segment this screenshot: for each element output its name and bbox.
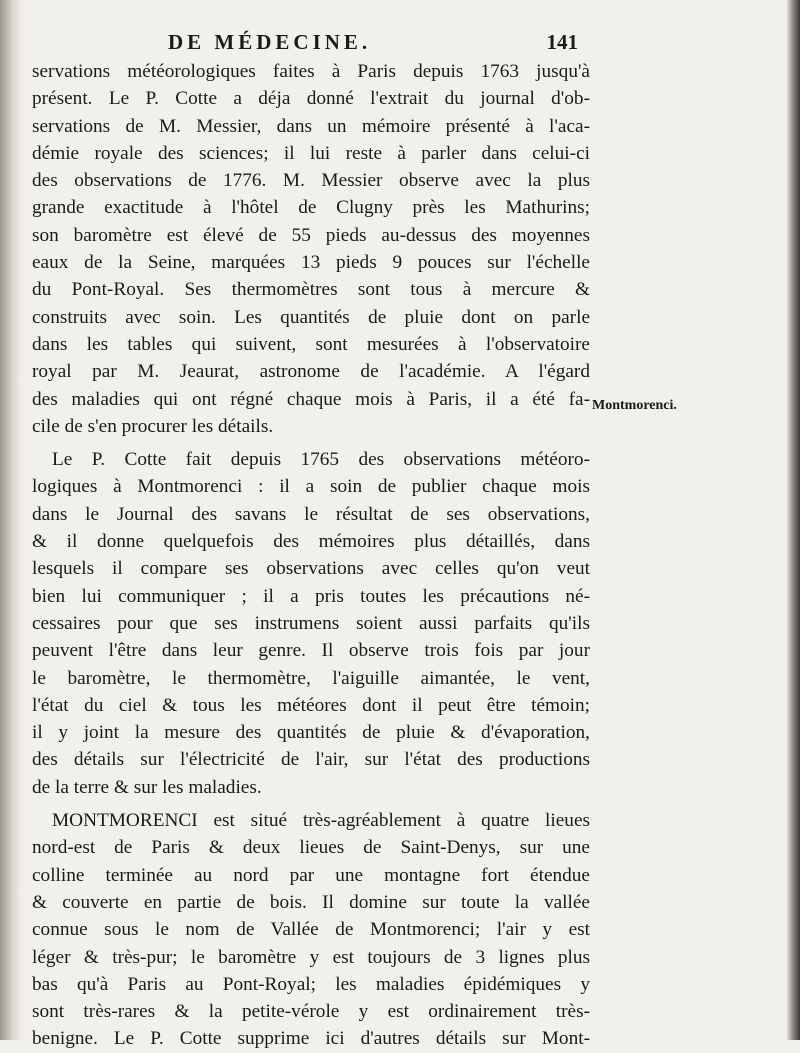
running-head: DE MÉDECINE. xyxy=(168,30,372,54)
page-edge-shadow xyxy=(786,0,800,1040)
text-line: MONTMORENCI est situé très-agréablement à quatre lieues xyxy=(52,810,590,832)
text-line: royal par M. Jeaurat, astronome de l'académie. A l'égard xyxy=(32,361,590,383)
marginal-note: Montmorenci. xyxy=(592,398,677,413)
page-number: 141 xyxy=(546,30,578,54)
paragraph-2 xyxy=(32,446,590,801)
text-line: l'état du ciel & tous les météores dont il peut être témoin; xyxy=(32,694,590,716)
page-gutter-shadow xyxy=(0,0,22,1040)
text-line: de la terre & sur les maladies. xyxy=(32,776,262,798)
text-line: cessaires pour que ses instrumens soient aussi parfaits qu'ils xyxy=(32,612,590,634)
text-line: servations météorologiques faites à Paris depuis 1763 jusqu'à xyxy=(32,61,590,82)
text-line: le baromètre, le thermomètre, l'aiguille aimantée, le vent, xyxy=(32,667,590,689)
text-line: lesquels il compare ses observations avec celles qu'on veut xyxy=(32,558,590,580)
text-line: démie royale des sciences; il lui reste à parler dans celui-ci xyxy=(32,142,590,164)
text-line: Le P. Cotte fait depuis 1765 des observations météoro- xyxy=(52,449,590,471)
text-line: bien lui communiquer ; il a pris toutes les précautions né- xyxy=(32,585,590,607)
text-line: présent. Le P. Cotte a déja donné l'extrait du journal d'ob- xyxy=(32,88,590,110)
text-line: benigne. Le P. Cotte supprime ici d'autres détails sur Mont- xyxy=(32,1028,590,1050)
text-line: des maladies qui ont régné chaque mois à Paris, il a été fa- xyxy=(32,388,590,410)
paragraph-1 xyxy=(32,58,590,440)
text-line: eaux de la Seine, marquées 13 pieds 9 pouces sur l'échelle xyxy=(32,252,590,274)
text-line: & couverte en partie de bois. Il domine sur toute la vallée xyxy=(32,891,590,913)
body-text xyxy=(32,58,590,1053)
text-line: servations de M. Messier, dans un mémoire présenté à l'aca- xyxy=(32,115,590,137)
text-line: nord-est de Paris & deux lieues de Saint-Denys, sur une xyxy=(32,837,590,859)
page-header xyxy=(168,30,578,60)
text-line: léger & très-pur; le baromètre y est toujours de 3 lignes plus xyxy=(32,946,590,968)
text-line: des détails sur l'électricité de l'air, sur l'état des productions xyxy=(32,749,590,771)
text-line: du Pont-Royal. Ses thermomètres sont tous à mercure & xyxy=(32,279,590,301)
text-line: grande exactitude à l'hôtel de Clugny près les Mathurins; xyxy=(32,197,590,219)
text-line: bas qu'à Paris au Pont-Royal; les maladies épidémiques y xyxy=(32,973,590,995)
text-line: peuvent l'être dans leur genre. Il observe trois fois par jour xyxy=(32,640,590,662)
text-line: connue sous le nom de Vallée de Montmorenci; l'air y est xyxy=(32,919,590,941)
text-line: construits avec soin. Les quantités de pluie dont on parle xyxy=(32,306,590,328)
text-line: il y joint la mesure des quantités de pluie & d'évaporation, xyxy=(32,722,590,744)
text-line: sont très-rares & la petite-vérole y est ordinairement très- xyxy=(32,1001,590,1023)
text-line: logiques à Montmorenci : il a soin de publier chaque mois xyxy=(32,476,590,498)
text-line: dans les tables qui suivent, sont mesurées à l'observatoire xyxy=(32,333,590,355)
text-line: colline terminée au nord par une montagne fort étendue xyxy=(32,864,590,886)
text-line: cile de s'en procurer les détails. xyxy=(32,415,274,437)
text-line: dans le Journal des savans le résultat de ses observations, xyxy=(32,503,590,525)
paragraph-3 xyxy=(32,807,590,1053)
text-line: son baromètre est élevé de 55 pieds au-dessus des moyennes xyxy=(32,224,590,246)
text-line: & il donne quelquefois des mémoires plus détaillés, dans xyxy=(32,531,590,553)
text-line: des observations de 1776. M. Messier observe avec la plus xyxy=(32,170,590,192)
